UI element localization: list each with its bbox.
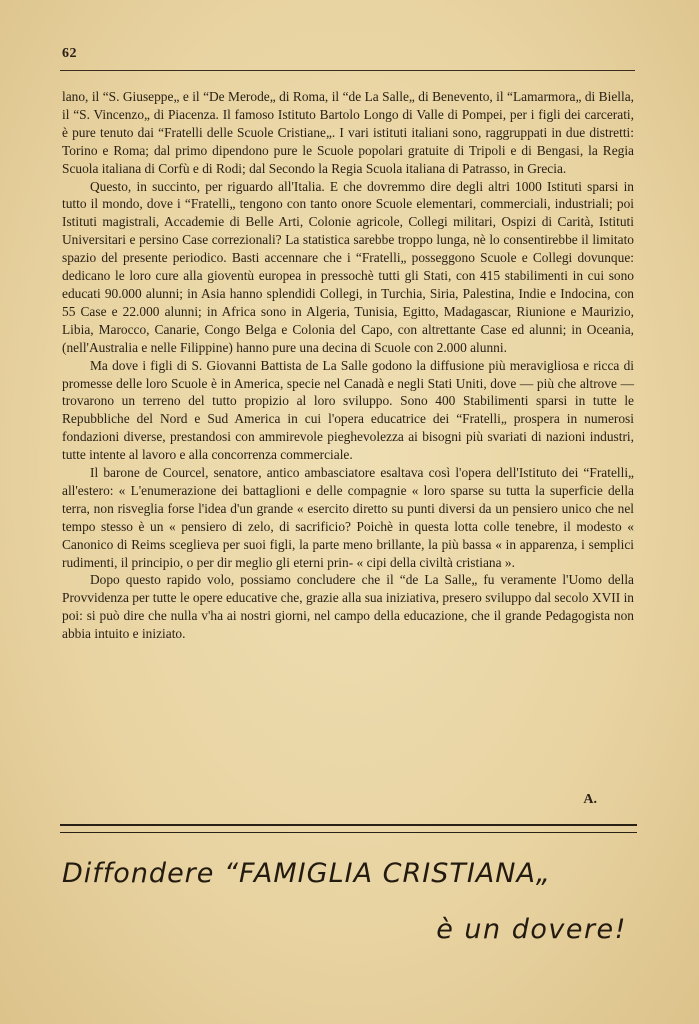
paragraph-5: Dopo questo rapido volo, possiamo concludere che il “de La Salle„ fu veramente l'Uomo della Provvidenza per tutte le opere educative che, grazie alla sua iniziativa, presero sviluppo dal secolo XVII in poi: si può dire che nulla v'ha ai nostri giorni, nel campo della educazione, che il grande Pedagogista non abbia intuito e iniziato. <box>62 572 634 642</box>
section-divider <box>60 824 637 833</box>
header-rule <box>60 70 635 71</box>
page-number: 62 <box>62 46 77 61</box>
slogan-line-1: Diffondere “FAMIGLIA CRISTIANA„ <box>62 858 551 889</box>
article-body <box>62 88 634 643</box>
slogan-line-2: è un dovere! <box>436 914 627 945</box>
author-signature: A. <box>583 792 597 807</box>
paragraph-4: Il barone de Courcel, senatore, antico ambasciatore esaltava così l'opera dell'Istituto dei “Fratelli„ all'estero: « L'enumerazione dei battaglioni e delle compagnie « loro sparse su tutta la superficie della terra, non risveglia forse l'idea d'un grande « esercito diretto su punti diversi da un pensiero unico che nel tempo stesso è un « pensiero di zelo, di sacrificio? Poichè in questa lotta colle tenebre, il modesto « Canonico di Reims sceglieva per suoi figli, la parte meno brillante, la più bassa « in apparenza, i semplici rudimenti, il principio, o per dir meglio gli eterni prin- « cipi della civiltà cristiana ». <box>62 465 634 570</box>
paragraph-3: Ma dove i figli di S. Giovanni Battista de La Salle godono la diffusione più meravigliosa e ricca di promesse delle loro Scuole è in America, specie nel Canadà e negli Stati Uniti, dove — più che altrove — trovarono un terreno del tutto propizio al loro sviluppo. Sono 400 Stabilimenti sparsi in tutte le Repubbliche del Nord e Sud America in cui l'opera educatrice dei “Fratelli„ prospera in numerosi fondazioni diverse, prestandosi con ammirevole pieghevolezza ai bisogni più svariati di nazioni industri, tutte intente al lavoro e alla concorrenza commerciale. <box>62 357 634 463</box>
paragraph-2: Questo, in succinto, per riguardo all'Italia. E che dovremmo dire degli altri 1000 Istituti sparsi in tutto il mondo, dove i “Fratelli„ tengono con tanto onore Scuole elementari, commerciali, industriali; poi Istituti magistrali, Accademie di Belle Arti, Colonie agricole, Collegi militari, Ospizi di Carità, Istituti Universitari e persino Case correzionali? La statistica sarebbe troppo lunga, nè lo consentirebbe il limitato spazio del presente periodico. Basti accennare che i “Fratelli„ posseggono Scuole e Collegi dovunque: dedicano le loro cure alla gioventù europea in pressochè tutti gli Stati, con 415 stabilimenti in cui sono educati 90.000 alunni; in Asia hanno splendidi Collegi, in Turchia, Siria, Palestina, Indie e Indocina, con 55 Case e 22.000 alunni; in Africa sono in Algeria, Tunisia, Egitto, Madagascar, Riunione e Maurizio, Libia, Marocco, Canarie, Congo Belga e Colonia del Capo, con altrettante Case ed alunni; in Oceania, (nell'Australia e nelle Filippine) hanno pure una decina di Scuole con 2.000 alunni. <box>62 178 634 355</box>
paragraph-1: lano, il “S. Giuseppe„ e il “De Merode„ di Roma, il “de La Salle„ di Benevento, il “Lamarmora„ di Biella, il “S. Vincenzo„ di Piacenza. Il famoso Istituto Bartolo Longo di Valle di Pompei, per i figli dei carcerati, è pure tenuto dai “Fratelli delle Scuole Cristiane„. I vari istituti italiani sono, raggruppati in due distretti: Torino e Roma; dal primo dipendono pure le Scuole popolari gratuite di Tripoli e di Bengasi, la Regia Scuola italiana di Corfù e di Rodi; dal Secondo la Regia Scuola italiana di Patrasso, in Grecia. <box>62 89 634 176</box>
